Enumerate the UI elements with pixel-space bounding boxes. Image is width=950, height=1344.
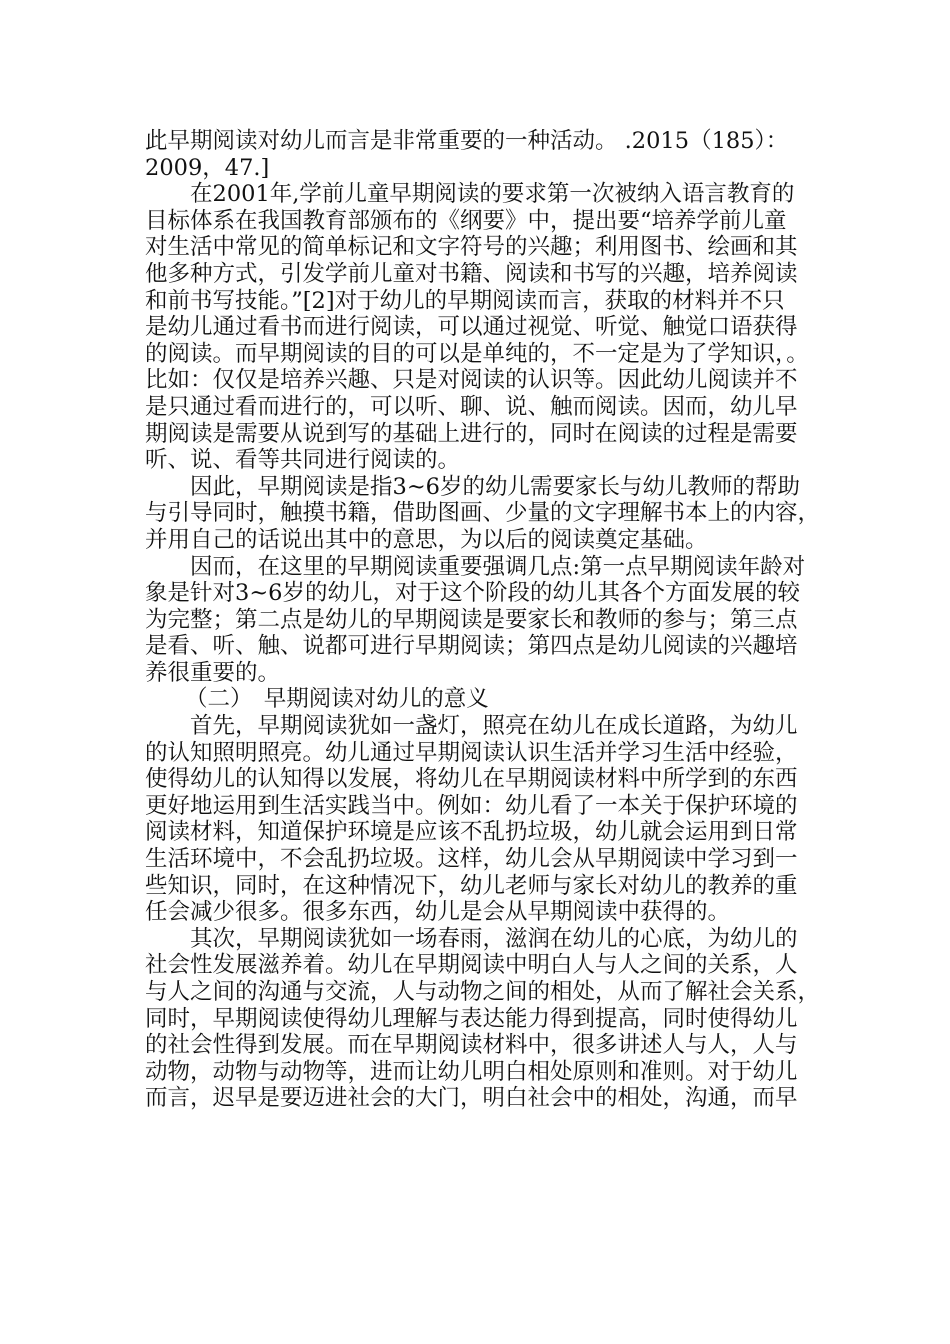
text-line: 首先，早期阅读犹如一盏灯，照亮在幼儿在成长道路，为幼儿 [190,713,798,740]
text-line: 并用自己的话说出其中的意思，为以后的阅读奠定基础。 [145,526,708,553]
text-line: 2009，47.] [145,154,270,181]
text-line: 目标体系在我国教育部颁布的《纲要》中，提出要“培养学前儿童 [145,207,787,234]
text-line: 是幼儿通过看书而进行阅读，可以通过视觉、听觉、触觉口语获得 [145,314,798,341]
text-line: 期阅读是需要从说到写的基础上进行的，同时在阅读的过程是需要 [145,420,798,447]
text-line: 使得幼儿的认知得以发展，将幼儿在早期阅读材料中所学到的东西 [145,766,798,793]
text-line: 些知识，同时，在这种情况下，幼儿老师与家长对幼儿的教养的重 [145,872,798,899]
text-line: 其次，早期阅读犹如一场春雨，滋润在幼儿的心底，为幼儿的 [190,925,798,952]
text-line: 阅读材料，知道保护环境是应该不乱扔垃圾，幼儿就会运用到日常 [145,819,798,846]
text-line: 象是针对3~6岁的幼儿，对于这个阶段的幼儿其各个方面发展的较 [145,580,800,607]
text-line: 此早期阅读对幼儿而言是非常重要的一种活动。 .2015（185）： [145,128,789,154]
text-line: 是看、听、触、说都可进行早期阅读；第四点是幼儿阅读的兴趣培 [145,633,798,660]
text-line: 因此，早期阅读是指3~6岁的幼儿需要家长与幼儿教师的帮助 [190,473,800,500]
text-line: 和前书写技能。”[2]对于幼儿的早期阅读而言，获取的材料并不只 [145,287,785,314]
text-line: 同时，早期阅读使得幼儿理解与表达能力得到提高，同时使得幼儿 [145,1005,798,1032]
text-line: 听、说、看等共同进行阅读的。 [145,447,461,474]
text-line: 的阅读。而早期阅读的目的可以是单纯的，不一定是为了学知识，。 [145,340,809,367]
text-line: 与引导同时，触摸书籍，借助图画、少量的文字理解书本上的内容， [145,500,821,527]
text-line: 比如：仅仅是培养兴趣、只是对阅读的认识等。因此幼儿阅读并不 [145,367,798,394]
text-line: 而言，迟早是要迈进社会的大门，明白社会中的相处，沟通，而早 [145,1085,798,1112]
text-line: 与人之间的沟通与交流，人与动物之间的相处，从而了解社会关系， [145,979,821,1005]
document-body [145,128,821,1112]
text-line: 的认知照明照亮。幼儿通过早期阅读认识生活并学习生活中经验， [145,739,798,766]
text-line: 养很重要的。 [145,659,281,686]
section-heading: （二） 早期阅读对幼儿的意义 [185,686,489,713]
text-line: 为完整；第二点是幼儿的早期阅读是要家长和教师的参与；第三点 [145,606,798,633]
text-line: 更好地运用到生活实践当中。例如：幼儿看了一本关于保护环境的 [145,792,798,819]
text-line: 他多种方式，引发学前儿童对书籍、阅读和书写的兴趣，培养阅读 [145,260,798,287]
text-line: 的社会性得到发展。而在早期阅读材料中，很多讲述人与人，人与 [145,1032,798,1059]
text-line: 因而，在这里的早期阅读重要强调几点:第一点早期阅读年龄对 [190,553,806,580]
text-line: 动物，动物与动物等，进而让幼儿明白相处原则和准则。对于幼儿 [145,1058,798,1085]
text-line: 对生活中常见的简单标记和文字符号的兴趣；利用图书、绘画和其 [145,234,798,261]
text-line: 是只通过看而进行的，可以听、聊、说、触而阅读。因而，幼儿早 [145,393,798,420]
text-line: 任会减少很多。很多东西，幼儿是会从早期阅读中获得的。 [145,899,731,926]
text-line: 生活环境中，不会乱扔垃圾。这样，幼儿会从早期阅读中学习到一 [145,846,798,873]
text-line: 社会性发展滋养着。幼儿在早期阅读中明白人与人之间的关系，人 [145,952,798,979]
text-line: 在2001年,学前儿童早期阅读的要求第一次被纳入语言教育的 [190,181,795,208]
